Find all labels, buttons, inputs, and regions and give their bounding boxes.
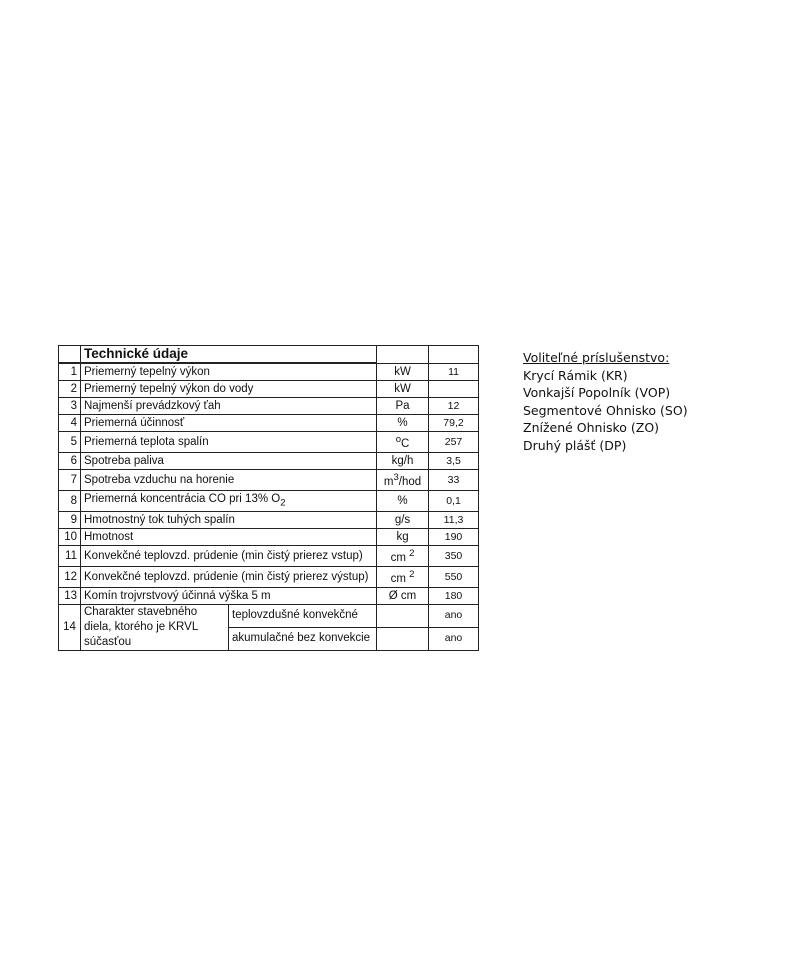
row-option-value: ano <box>429 627 479 650</box>
label-subscript: 2 <box>280 496 286 508</box>
accessory-item: Krycí Rámik (KR) <box>523 367 628 383</box>
row-number: 12 <box>59 566 81 587</box>
row-unit: kg/h <box>377 452 429 469</box>
row-number: 5 <box>59 432 81 453</box>
row-number: 1 <box>59 363 81 381</box>
accessory-item: Vonkajší Popolník (VOP) <box>523 385 671 400</box>
row-value: 257 <box>429 432 479 453</box>
optional-accessories <box>523 349 688 454</box>
accessory-item: Znížené Ohnisko (ZO) <box>523 420 660 435</box>
table-row-character <box>59 604 479 627</box>
row-value: 12 <box>429 398 479 415</box>
row-label: Spotreba vzduchu na horenie <box>81 469 377 490</box>
accessory-item: Segmentové Ohnisko (SO) <box>523 402 688 418</box>
table-row <box>59 452 479 469</box>
title-unit-cell <box>377 346 429 364</box>
row-value <box>429 381 479 398</box>
unit-superscript: 2 <box>409 547 415 559</box>
row-option-label: akumulačné bez konvekcie <box>229 627 377 650</box>
row-value: 79,2 <box>429 415 479 432</box>
unit-superscript: 2 <box>409 568 415 580</box>
row-number: 13 <box>59 587 81 604</box>
unit-degree-sup: o <box>395 434 402 445</box>
row-label: Hmotnost <box>81 528 377 545</box>
row-unit: kW <box>377 363 429 381</box>
row-label <box>81 490 377 511</box>
table-row <box>59 415 479 432</box>
table-row <box>59 490 479 511</box>
row-unit-empty <box>377 627 429 650</box>
table-row <box>59 545 479 566</box>
row-unit <box>377 469 429 490</box>
row-unit: g/s <box>377 511 429 528</box>
row-number: 3 <box>59 398 81 415</box>
table-row <box>59 398 479 415</box>
row-unit: % <box>377 490 429 511</box>
row-unit <box>377 545 429 566</box>
row-label: Spotreba paliva <box>81 452 377 469</box>
row-number: 8 <box>59 490 81 511</box>
row-label: Priemerná účinnosť <box>81 415 377 432</box>
row-unit: kg <box>377 528 429 545</box>
row-unit: kW <box>377 381 429 398</box>
accessories-title: Voliteľné príslušenstvo: <box>523 350 670 365</box>
row-unit <box>377 566 429 587</box>
row-number: 7 <box>59 469 81 490</box>
table-row <box>59 528 479 545</box>
table-row <box>59 566 479 587</box>
unit-text-post: /hod <box>398 475 422 488</box>
row-label: Priemerná teplota spalín <box>81 432 377 453</box>
row-number: 4 <box>59 415 81 432</box>
row-label: Konvekčné teplovzd. prúdenie (min čistý prierez vstup) <box>81 545 377 566</box>
row-number: 11 <box>59 545 81 566</box>
row-value: 33 <box>429 469 479 490</box>
title-value-cell <box>429 346 479 364</box>
row-value: 550 <box>429 566 479 587</box>
label-text: Priemerná koncentrácia CO pri 13% O <box>84 492 281 505</box>
row-value: 350 <box>429 545 479 566</box>
row-number: 10 <box>59 528 81 545</box>
row-unit <box>377 432 429 453</box>
unit-text: cm <box>390 572 406 585</box>
row-unit: % <box>377 415 429 432</box>
unit-superscript: 3 <box>393 471 399 483</box>
table-row <box>59 511 479 528</box>
row-value: 190 <box>429 528 479 545</box>
table-row <box>59 469 479 490</box>
table-title-row <box>59 346 479 364</box>
row-value: 180 <box>429 587 479 604</box>
row-number: 2 <box>59 381 81 398</box>
row-number: 14 <box>59 604 81 650</box>
row-value: 11,3 <box>429 511 479 528</box>
row-label-character: Charakter stavebného diela, ktorého je KRVL súčasťou <box>81 604 229 650</box>
unit-text: m <box>383 475 394 488</box>
unit-text: cm <box>390 551 406 564</box>
row-number: 9 <box>59 511 81 528</box>
accessory-item: Druhý plášť (DP) <box>523 437 627 453</box>
row-label: Priemerný tepelný výkon do vody <box>81 381 377 398</box>
row-unit-empty <box>377 604 429 627</box>
row-label: Komín trojvrstvový účinná výška 5 m <box>81 587 377 604</box>
row-unit: Ø cm <box>377 587 429 604</box>
table-row <box>59 587 479 604</box>
row-value: 11 <box>429 363 479 381</box>
row-label: Hmotnostný tok tuhých spalín <box>81 511 377 528</box>
table-row <box>59 381 479 398</box>
row-label: Konvekčné teplovzd. prúdenie (min čistý prierez výstup) <box>81 566 377 587</box>
row-number: 6 <box>59 452 81 469</box>
technical-data-table <box>58 345 479 651</box>
row-option-label: teplovzdušné konvekčné <box>229 604 377 627</box>
row-label: Priemerný tepelný výkon <box>81 363 377 381</box>
table-row <box>59 363 479 381</box>
row-value: 0,1 <box>429 490 479 511</box>
row-option-value: ano <box>429 604 479 627</box>
unit-text: C <box>401 437 410 450</box>
table-row <box>59 432 479 453</box>
row-unit: Pa <box>377 398 429 415</box>
title-number-cell <box>59 346 81 364</box>
row-label: Najmenší prevádzkový ťah <box>81 398 377 415</box>
table-title: Technické údaje <box>81 346 377 364</box>
row-value: 3,5 <box>429 452 479 469</box>
